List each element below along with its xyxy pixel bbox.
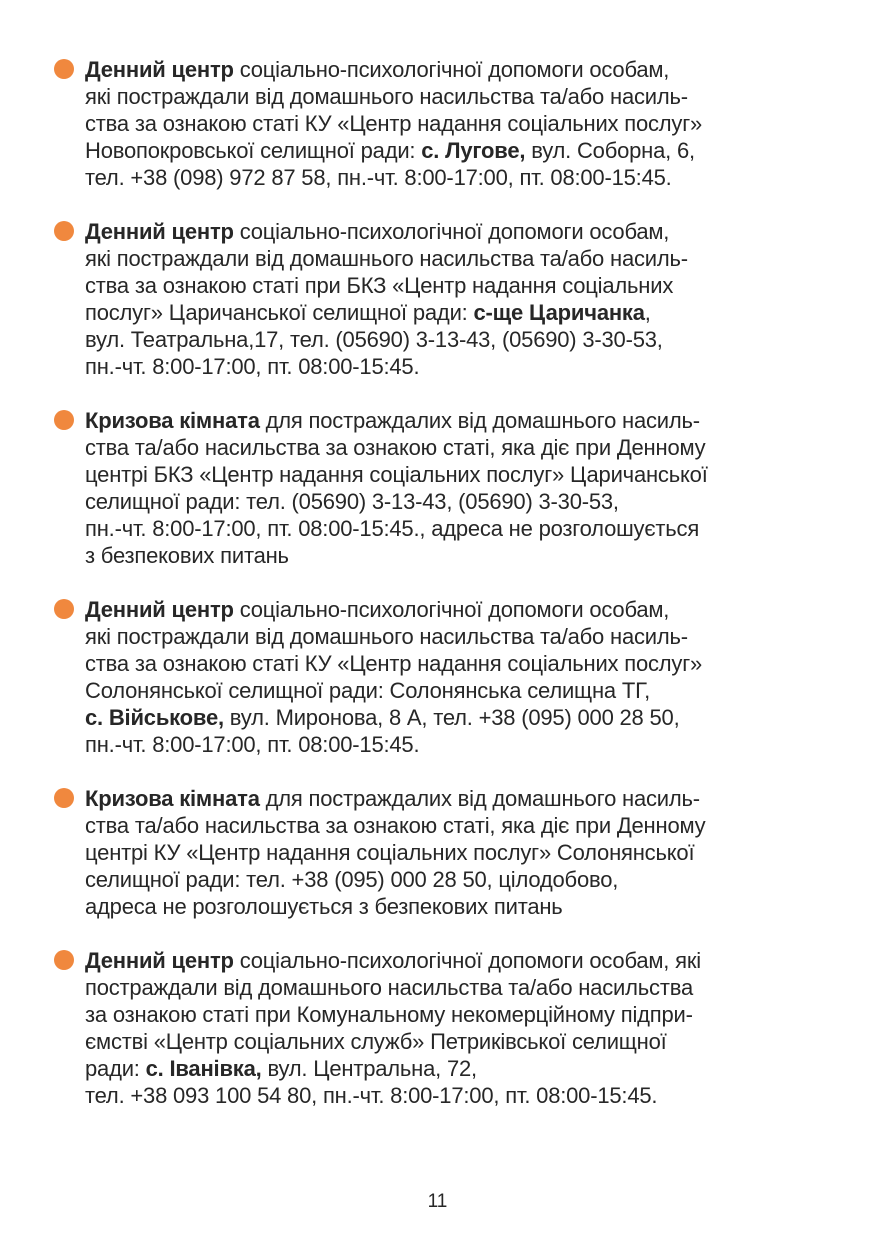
- entry-line: тел. +38 (098) 972 87 58, пн.-чт. 8:00-17:00, пт. 08:00-15:45.: [85, 165, 672, 190]
- entry-text: [85, 785, 705, 920]
- list-item: [54, 407, 827, 569]
- entry-line: за ознакою статі при Комунальному некомерційному підпри-: [85, 1002, 693, 1027]
- entry-line: пн.-чт. 8:00-17:00, пт. 08:00-15:45.: [85, 732, 420, 757]
- entry-line: послуг» Царичанської селищної ради: с-ще Царичанка,: [85, 300, 651, 325]
- entry-text: [85, 56, 702, 191]
- page-number: 11: [427, 1191, 448, 1212]
- entry-line: Новопокровської селищної ради: с. Лугове, вул. Соборна, 6,: [85, 138, 695, 163]
- entry-line: які постраждали від домашнього насильства та/або насиль-: [85, 624, 688, 649]
- entry-line: вул. Театральна,17, тел. (05690) 3-13-43, (05690) 3-30-53,: [85, 327, 663, 352]
- entry-text: [85, 218, 688, 380]
- entry-line: ства та/або насильства за ознакою статі, яка діє при Денному: [85, 435, 706, 460]
- entry-line: постраждали від домашнього насильства та/або насильства: [85, 975, 693, 1000]
- entry-line: Солонянської селищної ради: Солонянська селищна ТГ,: [85, 678, 651, 703]
- entry-text: [85, 947, 701, 1109]
- entry-line: Кризова кімната для постраждалих від домашнього насиль-: [85, 786, 700, 811]
- entry-line: пн.-чт. 8:00-17:00, пт. 08:00-15:45., адреса не розголошується: [85, 516, 700, 541]
- entry-line: Денний центр соціально-психологічної допомоги особам, які: [85, 948, 701, 973]
- entry-line: ства та/або насильства за ознакою статі, яка діє при Денному: [85, 813, 706, 838]
- entry-line: селищної ради: тел. +38 (095) 000 28 50, цілодобово,: [85, 867, 619, 892]
- entry-line: які постраждали від домашнього насильства та/або насиль-: [85, 84, 688, 109]
- entry-line: Денний центр соціально-психологічної допомоги особам,: [85, 597, 670, 622]
- bullet-icon: [54, 950, 74, 970]
- entry-line: Денний центр соціально-психологічної допомоги особам,: [85, 57, 670, 82]
- entry-line: Денний центр соціально-психологічної допомоги особам,: [85, 219, 670, 244]
- entry-line: тел. +38 093 100 54 80, пн.-чт. 8:00-17:00, пт. 08:00-15:45.: [85, 1083, 658, 1108]
- entry-line: центрі КУ «Центр надання соціальних послуг» Солонянської: [85, 840, 695, 865]
- bullet-icon: [54, 410, 74, 430]
- entry-line: селищної ради: тел. (05690) 3-13-43, (05690) 3-30-53,: [85, 489, 619, 514]
- bullet-icon: [54, 788, 74, 808]
- entry-line: ства за ознакою статі КУ «Центр надання соціальних послуг»: [85, 111, 703, 136]
- list-item: [54, 785, 827, 920]
- list-item: [54, 947, 827, 1109]
- entry-line: які постраждали від домашнього насильства та/або насиль-: [85, 246, 688, 271]
- help-centers-list: [54, 56, 827, 1109]
- entry-line: ства за ознакою статі при БКЗ «Центр надання соціальних: [85, 273, 674, 298]
- bullet-icon: [54, 221, 74, 241]
- bullet-icon: [54, 59, 74, 79]
- list-item: [54, 56, 827, 191]
- entry-text: [85, 596, 702, 758]
- entry-line: пн.-чт. 8:00-17:00, пт. 08:00-15:45.: [85, 354, 420, 379]
- entry-line: Кризова кімната для постраждалих від домашнього насиль-: [85, 408, 700, 433]
- entry-line: з безпекових питань: [85, 543, 289, 568]
- entry-line: адреса не розголошується з безпекових питань: [85, 894, 563, 919]
- entry-line: ємстві «Центр соціальних служб» Петриківської селищної: [85, 1029, 667, 1054]
- entry-line: ради: с. Іванівка, вул. Центральна, 72,: [85, 1056, 477, 1081]
- entry-line: с. Військове, вул. Миронова, 8 А, тел. +38 (095) 000 28 50,: [85, 705, 680, 730]
- bullet-icon: [54, 599, 74, 619]
- entry-text: [85, 407, 708, 569]
- entry-line: центрі БКЗ «Центр надання соціальних послуг» Царичанської: [85, 462, 708, 487]
- list-item: [54, 218, 827, 380]
- list-item: [54, 596, 827, 758]
- entry-line: ства за ознакою статі КУ «Центр надання соціальних послуг»: [85, 651, 703, 676]
